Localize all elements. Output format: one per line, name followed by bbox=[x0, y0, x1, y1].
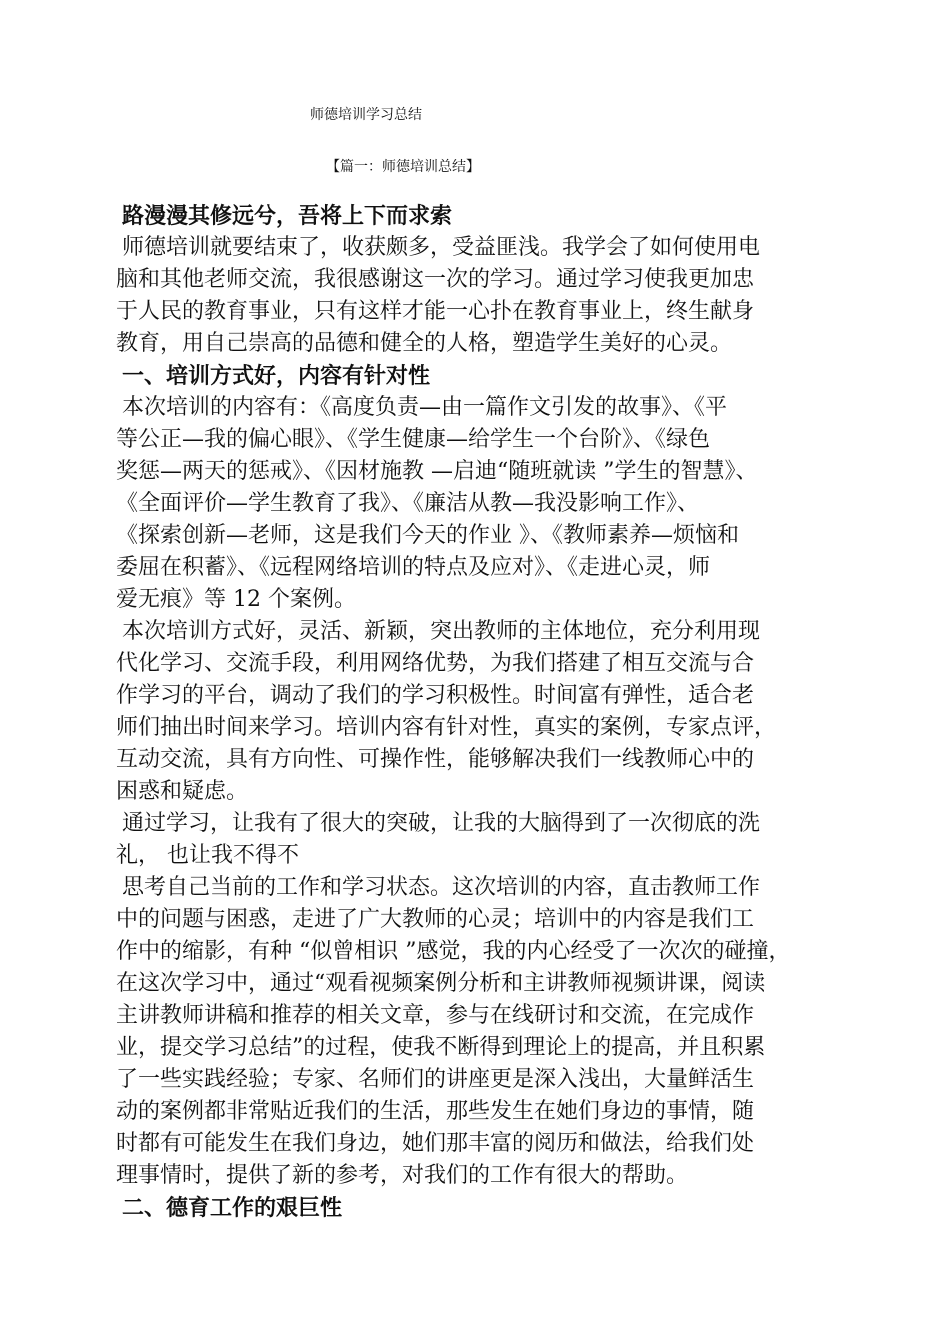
paragraph-line: 动的案例都非常贴近我们的生活，那些发生在她们身边的事情，随 bbox=[116, 1099, 755, 1124]
paragraph-line: 奖惩—两天的惩戒》、《因材施教 —启迪“随班就读 ”学生的智慧》、 bbox=[116, 459, 758, 484]
section-motto: 路漫漫其修远兮，吾将上下而求索 bbox=[122, 203, 453, 229]
paragraph-line: 师们抽出时间来学习。培训内容有针对性，真实的案例，专家点评， bbox=[116, 715, 777, 740]
section-heading-1: 一、培训方式好，内容有针对性 bbox=[122, 363, 431, 389]
paragraph-line: 礼， 也让我不得不 bbox=[116, 843, 299, 868]
paragraph-line: 脑和其他老师交流，我很感谢这一次的学习。通过学习使我更加忠 bbox=[116, 267, 755, 292]
paragraph-line: 《探索创新—老师，这是我们今天的作业 》、《教师素养—烦恼和 bbox=[116, 523, 739, 548]
document-title: 师德培训学习总结 bbox=[310, 107, 422, 123]
paragraph-line: 在这次学习中，通过“观看视频案例分析和主讲教师视频讲课，阅读 bbox=[116, 971, 766, 996]
paragraph-line: 通过学习，让我有了很大的突破，让我的大脑得到了一次彻底的洗 bbox=[122, 811, 761, 836]
paragraph-line: 中的问题与困惑，走进了广大教师的心灵；培训中的内容是我们工 bbox=[116, 907, 755, 932]
paragraph-line: 教育，用自己崇高的品德和健全的人格，塑造学生美好的心灵。 bbox=[116, 331, 733, 356]
document-body bbox=[116, 200, 846, 1224]
paragraph-line: 业，提交学习总结”的过程，使我不断得到理论上的提高，并且积累 bbox=[116, 1035, 766, 1060]
section-heading-2: 二、德育工作的艰巨性 bbox=[122, 1195, 343, 1221]
paragraph-line: 师德培训就要结束了，收获颇多，受益匪浅。我学会了如何使用电 bbox=[122, 235, 761, 260]
paragraph-line: 时都有可能发生在我们身边，她们那丰富的阅历和做法，给我们处 bbox=[116, 1131, 755, 1156]
paragraph-line: 作中的缩影，有种 “似曾相识 ”感觉，我的内心经受了一次次的碰撞， bbox=[116, 939, 791, 964]
paragraph-line: 《全面评价—学生教育了我》、《廉洁从教—我没影响工作》、 bbox=[116, 491, 700, 516]
paragraph-line: 了一些实践经验；专家、名师们的讲座更是深入浅出，大量鲜活生 bbox=[116, 1067, 755, 1092]
paragraph-line: 理事情时，提供了新的参考，对我们的工作有很大的帮助。 bbox=[116, 1163, 689, 1188]
paragraph-line: 困惑和疑虑。 bbox=[116, 779, 249, 804]
paragraph-line: 作学习的平台，调动了我们的学习积极性。时间富有弹性，适合老 bbox=[116, 683, 755, 708]
paragraph-line: 于人民的教育事业，只有这样才能一心扑在教育事业上，终生献身 bbox=[116, 299, 755, 324]
paragraph-line: 本次培训的内容有：《高度负责—由一篇作文引发的故事》、《平 bbox=[122, 395, 728, 420]
paragraph-line: 代化学习、交流手段，利用网络优势，为我们搭建了相互交流与合 bbox=[116, 651, 755, 676]
paragraph-line: 互动交流，具有方向性、可操作性，能够解决我们一线教师心中的 bbox=[116, 747, 755, 772]
paragraph-line: 等公正—我的偏心眼》、《学生健康—给学生一个台阶》、《绿色 bbox=[116, 427, 711, 452]
document-subtitle: 【篇一：师德培训总结】 bbox=[326, 159, 480, 175]
paragraph-line: 委屈在积蓄》、《远程网络培训的特点及应对》、《走进心灵，师 bbox=[116, 555, 711, 580]
paragraph-line: 本次培训方式好，灵活、新颖，突出教师的主体地位，充分利用现 bbox=[122, 619, 761, 644]
paragraph-line: 主讲教师讲稿和推荐的相关文章，参与在线研讨和交流，在完成作 bbox=[116, 1003, 755, 1028]
paragraph-line: 思考自己当前的工作和学习状态。这次培训的内容，直击教师工作 bbox=[122, 875, 761, 900]
paragraph-line: 爱无痕》等 12 个案例。 bbox=[116, 587, 356, 612]
